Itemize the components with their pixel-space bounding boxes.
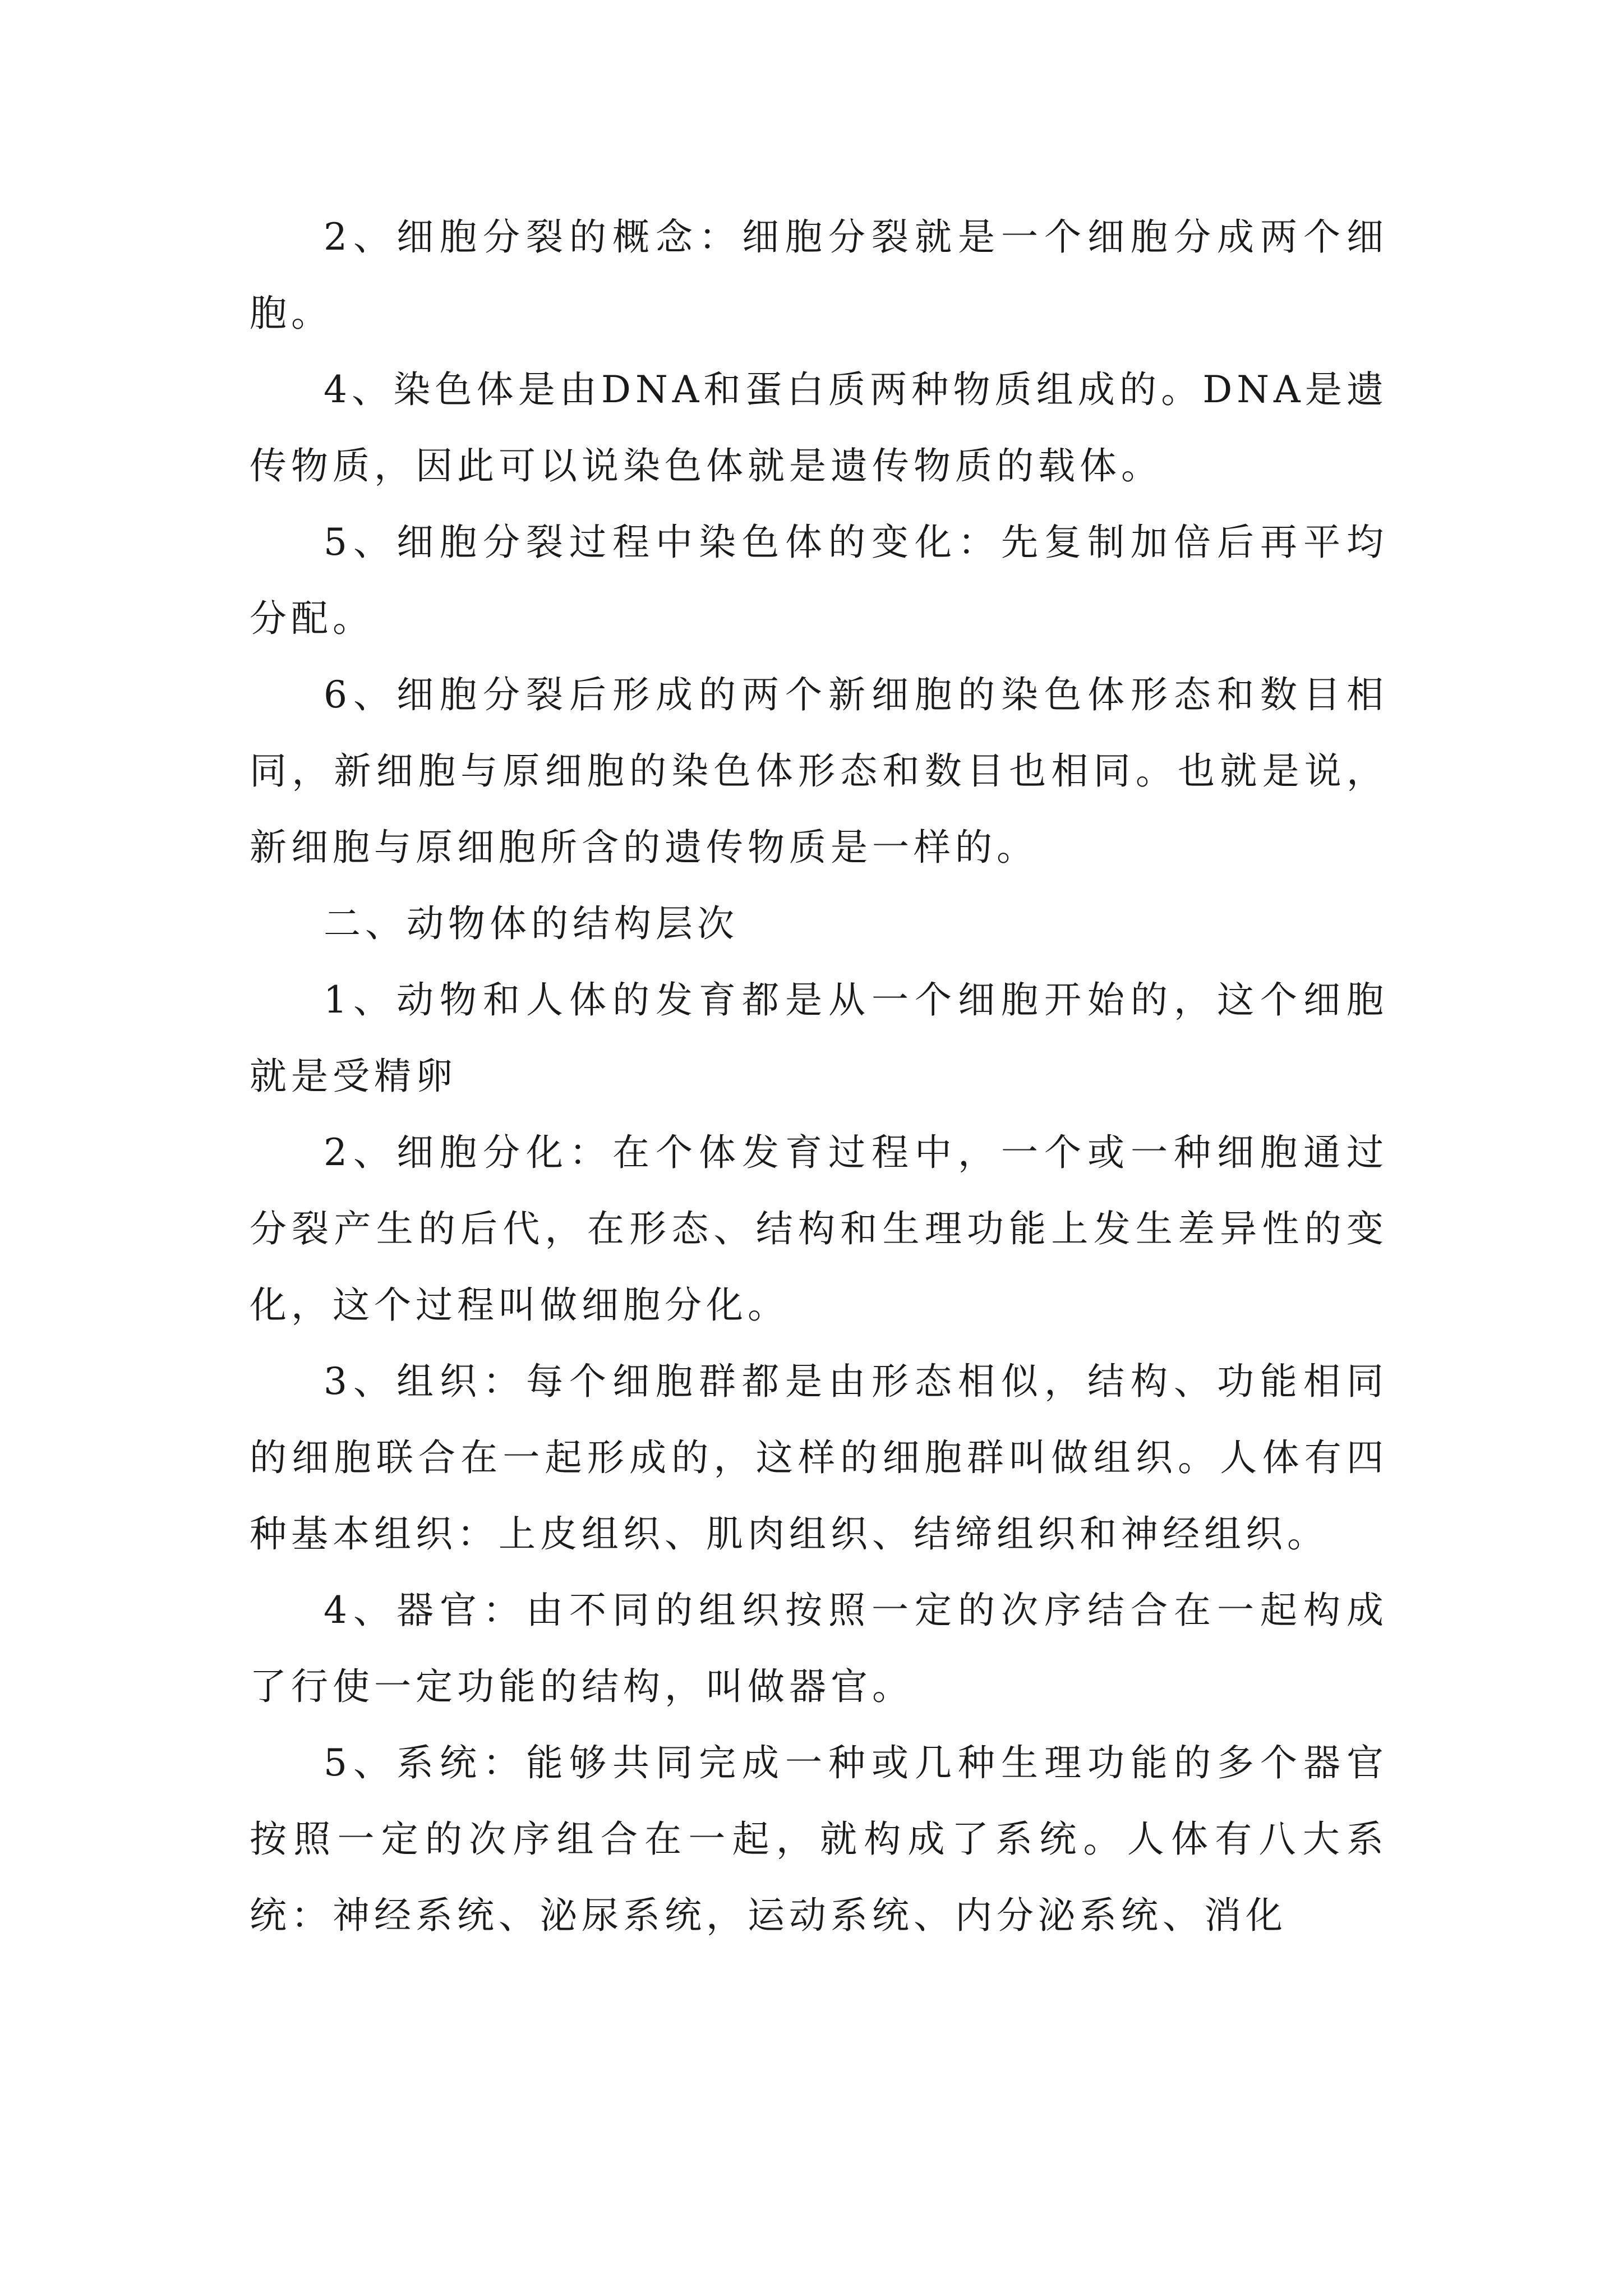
paragraph-cell-division-concept: 2、细胞分裂的概念：细胞分裂就是一个细胞分成两个细胞。 <box>250 215 1388 335</box>
paragraph-chromosome-composition: 4、染色体是由DNA和蛋白质两种物质组成的。DNA是遗传物质，因此可以说染色体就是遗传物质的载体。 <box>250 368 1388 487</box>
section-heading-animal-structure: 二、动物体的结构层次 <box>324 902 739 945</box>
paragraph-cell-differentiation: 2、细胞分化：在个体发育过程中，一个或一种细胞通过分裂产生的后代，在形态、结构和生理功能上发生差异性的变化，这个过程叫做细胞分化。 <box>250 1131 1388 1327</box>
paragraph-chromosome-change: 5、细胞分裂过程中染色体的变化：先复制加倍后再平均分配。 <box>250 521 1388 640</box>
paragraph-fertilized-egg: 1、动物和人体的发育都是从一个细胞开始的，这个细胞就是受精卵 <box>250 978 1388 1098</box>
paragraph-system: 5、系统：能够共同完成一种或几种生理功能的多个器官按照一定的次序组合在一起，就构成了系统。人体有八大系统：神经系统、泌尿系统，运动系统、内分泌系统、消化 <box>250 1741 1388 1937</box>
document-body <box>250 199 1388 1954</box>
paragraph-tissue: 3、组织：每个细胞群都是由形态相似，结构、功能相同的细胞联合在一起形成的，这样的细胞群叫做组织。人体有四种基本组织：上皮组织、肌肉组织、结缔组织和神经组织。 <box>250 1360 1388 1556</box>
paragraph-new-cells: 6、细胞分裂后形成的两个新细胞的染色体形态和数目相同，新细胞与原细胞的染色体形态和数目也相同。也就是说，新细胞与原细胞所含的遗传物质是一样的。 <box>250 673 1388 869</box>
paragraph-organ: 4、器官：由不同的组织按照一定的次序结合在一起构成了行使一定功能的结构，叫做器官。 <box>250 1589 1388 1708</box>
